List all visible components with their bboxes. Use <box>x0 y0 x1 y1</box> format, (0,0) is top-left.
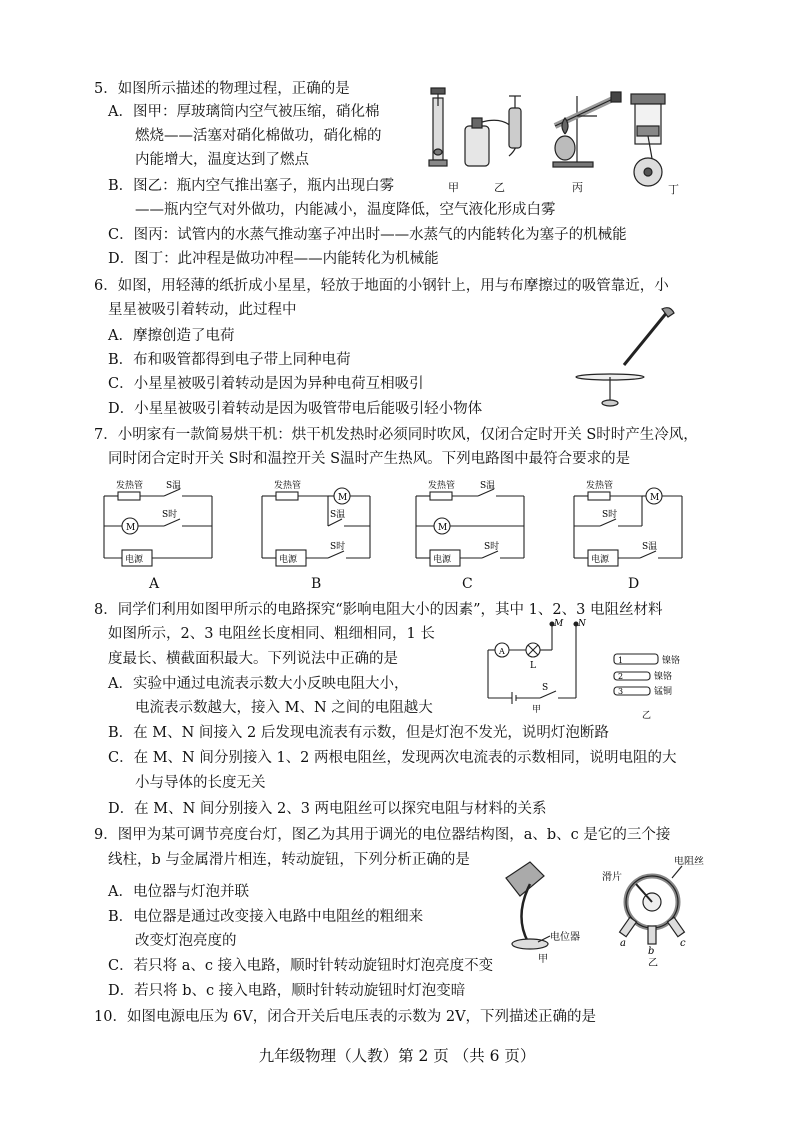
q8-option-d: D．在 M、N 间分别接入 2、3 两电阻丝可以探究电阻与材料的关系 <box>108 801 547 817</box>
page-footer: 九年级物理（人教）第 2 页 （共 6 页） <box>258 1047 536 1065</box>
q7-option-b-label: B <box>311 576 322 592</box>
q6-figure <box>570 305 675 415</box>
q5-figure <box>425 86 670 196</box>
q7-d-heater-label: 发热管 <box>586 481 614 491</box>
q7-c-source-label: 电源 <box>433 555 452 565</box>
q7-c-heater-label: 发热管 <box>428 481 456 491</box>
q9-c-label: c <box>680 938 686 949</box>
q9-terminal-c <box>668 917 685 936</box>
q5-fig-label-jia: 甲 <box>448 181 459 194</box>
q7-stem-line1: 7．小明家有一款简易烘干机：烘干机发热时必须同时吹风，仅闭合定时开关 S时时产生冷风， <box>94 427 698 443</box>
q6-option-b: B．布和吸管都得到电子带上同种电荷 <box>108 352 351 368</box>
q7-option-d-label: D <box>628 576 640 592</box>
q9-wire-label: 电阻丝 <box>674 856 704 867</box>
q9-terminal-a <box>620 917 637 936</box>
q7-a-s2-label: S时 <box>162 510 178 520</box>
q8-ammeter-label: A <box>499 647 505 656</box>
q7-d-source-label: 电源 <box>591 555 610 565</box>
q5-option-d: D．图丁：此冲程是做功冲程——内能转化为机械能 <box>108 251 439 267</box>
q9-jia-label: 甲 <box>538 954 548 965</box>
q9-lamp-shade <box>506 862 544 896</box>
q6-option-c: C．小星星被吸引着转动是因为异种电荷互相吸引 <box>108 376 424 392</box>
q9-lamp-base <box>512 939 548 949</box>
q5-fig-yi-bottle <box>465 96 521 166</box>
q7-option-c-label: C <box>462 576 473 592</box>
q5-stem: 5．如图所示描述的物理过程，正确的是 <box>94 81 350 97</box>
q9-figure-jia <box>500 856 595 966</box>
q9-option-b-line1: B．电位器是通过改变接入电路中电阻丝的粗细来 <box>108 909 424 925</box>
q8-switch-label: S <box>542 683 549 693</box>
q9-slider-label: 滑片 <box>602 872 622 883</box>
q8-wire-2-num: 2 <box>618 672 624 681</box>
q10-stem: 10．如图电源电压为 6V，闭合开关后电压表的示数为 2V，下列描述正确的是 <box>94 1009 597 1025</box>
q9-option-b-line2: 改变灯泡亮度的 <box>135 933 237 949</box>
q8-wire-3-material: 锰铜 <box>654 687 673 697</box>
q8-option-a-line2: 电流表示数越大，接入 M、N 之间的电阻越大 <box>135 700 433 716</box>
q6-stem-line2: 星星被吸引着转动，此过程中 <box>108 302 297 318</box>
q7-c-heater <box>430 492 452 500</box>
q8-option-c-line1: C．在 M、N 间分别接入 1、2 两根电阻丝，发现两次电流表的示数相同，说明电阻的大 <box>108 750 677 766</box>
q8-figure-jia <box>480 616 590 714</box>
q7-stem-line2: 同时闭合定时开关 S时和温控开关 S温时产生热风。下列电路图中最符合要求的是 <box>108 451 631 467</box>
q9-a-label: a <box>620 938 626 949</box>
q9-terminal-b <box>648 926 656 944</box>
q5-option-b-line1: B．图乙：瓶内空气推出塞子，瓶内出现白雾 <box>108 178 395 194</box>
q9-stem-line1: 9．图甲为某可调节亮度台灯，图乙为其用于调光的电位器结构图，a、b、c 是它的三个接 <box>94 827 671 843</box>
q5-fig-jia-cylinder <box>429 88 447 166</box>
q6-straw <box>624 311 668 365</box>
q7-c-s2-label: S时 <box>484 542 500 552</box>
q7-a-heater <box>118 492 140 500</box>
q9-option-d: D．若只将 b、c 接入电路，顺时针转动旋钮时灯泡变暗 <box>108 983 466 999</box>
q8-stem-line1: 8．同学们利用如图甲所示的电路探究“影响电阻大小的因素”，其中 1、2、3 电阻丝材料 <box>94 602 663 618</box>
q5-fig-label-bing: 丙 <box>572 181 583 194</box>
q5-option-c: C．图丙：试管内的水蒸气推动塞子冲出时——水蒸气的内能转化为塞子的机械能 <box>108 227 627 243</box>
q7-a-source-label: 电源 <box>125 555 144 565</box>
q8-lamp-label: L <box>530 661 536 671</box>
q7-d-s2-label: S温 <box>642 542 658 552</box>
q7-a-motor-label: M <box>126 523 136 533</box>
q8-yi-label: 乙 <box>642 711 652 721</box>
q9-potentiometer-label: 电位器 <box>550 932 580 943</box>
q8-option-a-line1: A．实验中通过电流表示数大小反映电阻大小， <box>108 676 409 692</box>
q7-a-heater-label: 发热管 <box>116 481 144 491</box>
q9-stem-line2: 线柱，b 与金属滑片相连，转动旋钮，下列分析正确的是 <box>108 852 470 868</box>
q8-stem-line2: 如图所示，2、3 电阻丝长度相同、粗细相同，1 长 <box>108 626 435 642</box>
q7-d-heater <box>588 492 610 500</box>
q5-fig-ding-engine <box>631 94 665 186</box>
q8-wire-2-material: 镍铬 <box>654 672 673 682</box>
q7-c-motor-label: M <box>438 523 448 533</box>
q7-circuit-c <box>412 478 530 570</box>
q7-b-motor-label: M <box>338 493 348 503</box>
q6-base <box>602 400 618 406</box>
q8-option-b: B．在 M、N 间接入 2 后发现电流表有示数，但是灯泡不发光，说明灯泡断路 <box>108 725 609 741</box>
q7-b-heater-label: 发热管 <box>274 481 302 491</box>
q7-circuit-d <box>570 478 688 570</box>
q5-option-a-line3: 内能增大，温度达到了燃点 <box>135 152 309 168</box>
q9-figure-yi <box>600 856 710 966</box>
q8-figure-yi <box>612 650 692 730</box>
q8-m-label: M <box>554 619 564 629</box>
q7-option-a-label: A <box>149 576 160 592</box>
q5-option-b-line2: ——瓶内空气对外做功，内能减小，温度降低，空气液化形成白雾 <box>135 202 556 218</box>
q6-option-a: A．摩擦创造了电荷 <box>108 328 235 344</box>
q8-option-c-line2: 小与导体的长度无关 <box>135 775 266 791</box>
q8-wire-1-material: 镍铬 <box>662 656 681 666</box>
q5-fig-label-yi: 乙 <box>494 181 505 194</box>
q7-b-heater <box>276 492 298 500</box>
q6-option-d: D．小星星被吸引着转动是因为吸管带电后能吸引轻小物体 <box>108 401 483 417</box>
q7-d-motor-label: M <box>650 493 660 503</box>
q8-n-label: N <box>578 619 586 629</box>
q7-a-s1-label: S温 <box>166 481 182 491</box>
q9-option-c: C．若只将 a、c 接入电路，顺时针转动旋钮时灯泡亮度不变 <box>108 958 494 974</box>
q5-fig-bing-test-tube <box>553 92 621 167</box>
q9-yi-label: 乙 <box>648 958 658 966</box>
q5-fig-label-ding: 丁 <box>668 183 679 196</box>
q8-wire-3-num: 3 <box>618 687 624 696</box>
q8-wire-1-num: 1 <box>618 656 624 665</box>
q7-d-s1-label: S时 <box>602 510 618 520</box>
q7-b-source-label: 电源 <box>279 555 298 565</box>
q5-option-a-line1: A．图甲：厚玻璃筒内空气被压缩，硝化棉 <box>108 104 380 120</box>
q7-b-s1-label: S温 <box>330 510 346 520</box>
q9-option-a: A．电位器与灯泡并联 <box>108 884 249 900</box>
q8-stem-line3: 度最长、横截面积最大。下列说法中正确的是 <box>108 651 398 667</box>
q5-option-a-line2: 燃烧——活塞对硝化棉做功，硝化棉的 <box>135 128 382 144</box>
q7-c-s1-label: S温 <box>480 481 496 491</box>
q7-b-s2-label: S时 <box>330 542 346 552</box>
q8-jia-label: 甲 <box>532 705 542 714</box>
q9-b-label: b <box>648 946 655 957</box>
q7-circuit-a <box>100 478 218 570</box>
q6-stem-line1: 6．如图，用轻薄的纸折成小星星，轻放于地面的小钢针上，用与布摩擦过的吸管靠近，小 <box>94 278 669 294</box>
q7-circuit-b <box>258 478 376 570</box>
